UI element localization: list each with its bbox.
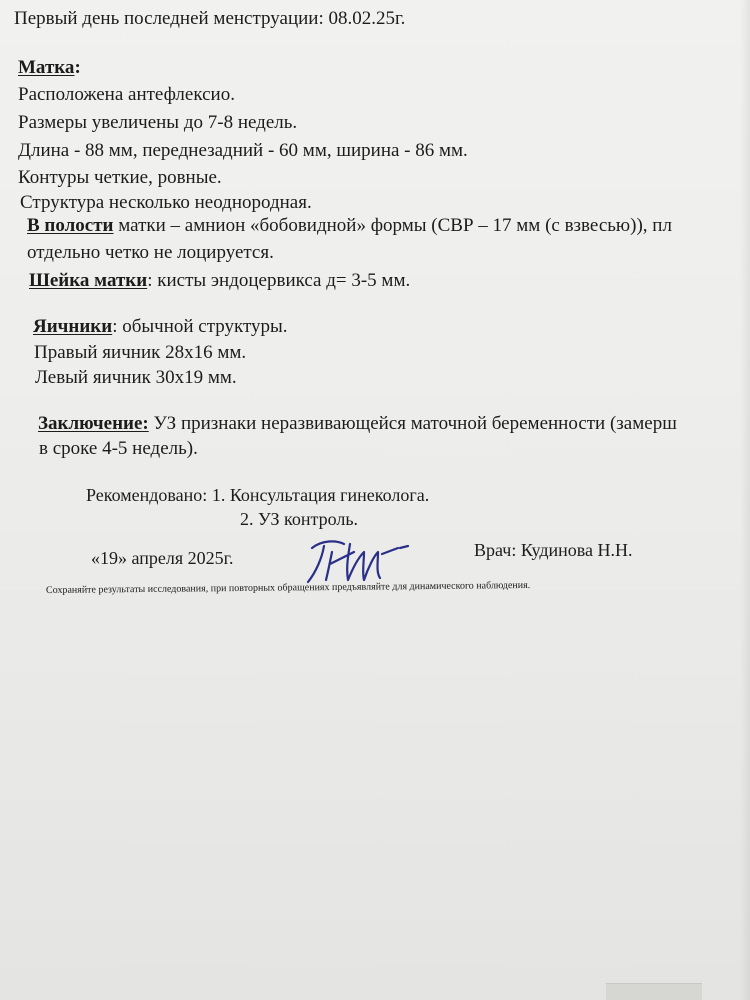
conclusion-text: УЗ признаки неразвивающейся маточной беременности (замерш <box>148 413 677 434</box>
recommendations-line <box>86 484 429 506</box>
footer-note: Сохраняйте результаты исследования, при повторных обращениях предъявляйте для динамического наблюдения. <box>45 579 531 596</box>
uterus-heading-label: Матка <box>18 57 75 78</box>
tape-strip <box>606 983 702 1000</box>
uterus-size: Размеры увеличены до 7-8 недель. <box>18 112 298 133</box>
uterus-heading <box>18 57 81 79</box>
lmp-line: Первый день последней менструации: 08.02.25г. <box>14 8 406 29</box>
doctor-signature-icon <box>298 538 410 586</box>
cervix-line <box>29 270 410 292</box>
uterus-structure: Структура несколько неоднородная. <box>20 192 312 213</box>
recommendation-1: 1. Консультация гинеколога. <box>211 485 430 505</box>
recommendation-2: 2. УЗ контроль. <box>240 509 359 529</box>
uterus-dimensions: Длина - 88 мм, переднезадний - 60 мм, ширина - 86 мм. <box>18 140 468 161</box>
cavity-text: матки – амнион «бобовидной» формы (СВР – 17 мм (с взвесью)), пл <box>113 215 672 236</box>
doctor-name: Врач: Кудинова Н.Н. <box>474 540 633 560</box>
conclusion-label: Заключение: <box>38 413 149 434</box>
uterus-heading-colon: : <box>74 57 81 78</box>
cavity-label: В полости <box>27 215 114 236</box>
ovaries-text: : обычной структуры. <box>112 316 288 337</box>
cavity-continuation: отдельно четко не лоцируется. <box>27 242 274 263</box>
conclusion-continuation: в сроке 4-5 недель). <box>39 438 198 459</box>
cervix-text: : кисты эндоцервикса д= 3-5 мм. <box>147 270 411 291</box>
ovaries-heading: Яичники <box>33 316 113 337</box>
right-ovary: Правый яичник 28х16 мм. <box>34 342 247 363</box>
uterus-position: Расположена антефлексио. <box>18 84 235 105</box>
left-ovary: Левый яичник 30х19 мм. <box>35 367 237 388</box>
recommendations-label: Рекомендовано: <box>86 485 212 505</box>
report-date: «19» апреля 2025г. <box>91 548 234 568</box>
uterus-contours: Контуры четкие, ровные. <box>18 167 222 188</box>
ovaries-line <box>33 316 288 338</box>
cavity-line <box>27 215 672 237</box>
page-edge-shadow <box>740 0 750 1000</box>
cervix-label: Шейка матки <box>29 270 148 291</box>
conclusion-line <box>38 413 677 435</box>
